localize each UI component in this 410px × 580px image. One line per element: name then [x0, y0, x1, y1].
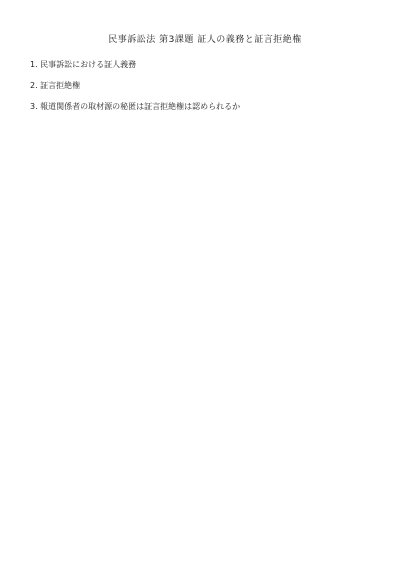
section-1 — [30, 59, 380, 70]
section-2-heading: 2. 証言拒絶権 — [30, 81, 81, 90]
section-2 — [30, 80, 380, 91]
document-title: 民事訴訟法 第3課題 証人の義務と証言拒絶権 — [108, 35, 302, 45]
section-3 — [30, 101, 380, 112]
section-1-heading: 1. 民事訴訟における証人義務 — [30, 60, 137, 69]
section-3-heading: 3. 報道関係者の取材源の秘匿は証言拒絶権は認められるか — [30, 102, 241, 111]
